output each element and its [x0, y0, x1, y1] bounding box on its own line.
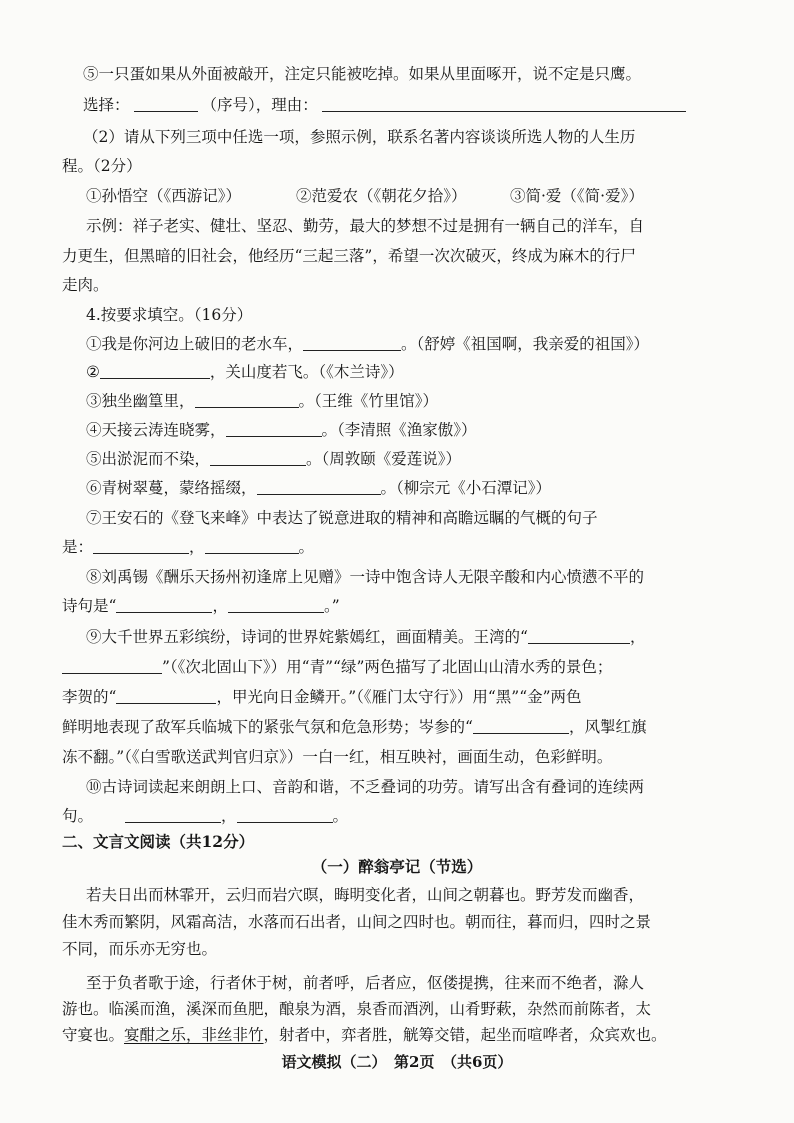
q4-9-text-f: ，风掣红旗 [568, 718, 647, 736]
q4-5-source: 。（周敦颐《爱莲说》） [306, 450, 462, 468]
q4-2-num: ② [86, 363, 100, 381]
q4-1-text: ①我是你河边上破旧的老水车， [86, 335, 304, 353]
q4-item-9-line4 [62, 717, 646, 737]
q3-example-line1: 示例：祥子老实、健壮、坚忍、勤劳，最大的梦想不过是拥有一辆自己的洋车，自 [86, 217, 645, 235]
q4-7-label: 是： [62, 538, 94, 556]
answer-blank-sequence[interactable] [134, 96, 198, 112]
passage-p1-line3: 不同，而乐亦无穷也。 [62, 940, 218, 958]
q4-item-8-line1: ⑧刘禹锡《酬乐天扬州初逢席上见赠》一诗中饱含诗人无限辛酸和内心愤懑不平的 [86, 568, 645, 586]
q3-option-2: ②范爱农（《朝花夕拾》） [296, 187, 467, 205]
q4-title: 4.按要求填空。（16分） [86, 306, 253, 324]
choose-seq-label: （序号），理由： [201, 96, 318, 114]
answer-blank-q4-7a[interactable] [93, 538, 189, 554]
q4-9-text-a: ⑨大千世界五彩缤纷，诗词的世界姹紫嫣红，画面精美。王湾的“ [86, 628, 528, 646]
answer-blank-q4-4[interactable] [226, 421, 322, 437]
q4-9-comma: ， [629, 628, 646, 646]
answer-blank-q4-9c[interactable] [116, 688, 216, 704]
answer-blank-q4-9a[interactable] [528, 628, 630, 644]
answer-blank-q4-5[interactable] [210, 450, 306, 466]
answer-blank-q4-6[interactable] [257, 479, 381, 495]
q3-option-3: ③简·爱（《简·爱》） [510, 187, 644, 205]
q4-item-1 [86, 334, 649, 354]
q4-9-text-b: ”（《次北固山下》）用“青”“绿”两色描写了北固山山清水秀的景色； [162, 658, 613, 676]
q3-example-line2: 力更生，但黑暗的旧社会，他经历“三起三落”，希望一次次破灭，终成为麻木的行尸 [62, 247, 636, 265]
answer-blank-q4-10b[interactable] [237, 807, 333, 823]
q4-item-2 [86, 362, 404, 382]
q4-item-9-line2 [62, 657, 612, 677]
q3-choose-line [83, 95, 686, 115]
q4-7-comma: ， [189, 538, 205, 556]
q4-item-10-line1: ⑩古诗词读起来朗朗上口、音韵和谐，不乏叠词的功劳。请写出含有叠词的连续两 [86, 778, 645, 796]
q4-item-9-line3 [62, 687, 582, 707]
q3-item-5: ⑤一只蛋如果从外面被敲开，注定只能被吃掉。如果从里面啄开，说不定是只鹰。 [83, 65, 642, 83]
q4-item-6 [86, 478, 551, 498]
answer-blank-reason[interactable] [322, 96, 686, 112]
q4-2-source: ，关山度若飞。（《木兰诗》） [209, 363, 404, 381]
q4-10-end: 。 [332, 807, 349, 825]
q4-item-10-line2 [62, 806, 348, 826]
answer-blank-q4-10a[interactable] [125, 807, 221, 823]
q4-6-source: 。（柳宗元《小石潭记》） [380, 479, 552, 497]
q4-8-label: 诗句是“ [62, 597, 117, 615]
q4-3-text: ③独坐幽篁里， [86, 392, 195, 410]
q4-9-text-e: 鲜明地表现了敌军兵临城下的紧张气氛和危急形势；岑参的“ [62, 718, 473, 736]
page-footer: 语文模拟（二） 第2页 （共6页） [281, 1053, 513, 1071]
answer-blank-q4-7b[interactable] [205, 538, 299, 554]
passage-text-b: ，射者中，弈者胜，觥筹交错，起坐而喧哗者，众宾欢也。 [263, 1026, 667, 1044]
q3-part2-line1: （2）请从下列三项中任选一项，参照示例，联系名著内容谈谈所选人物的人生历 [83, 128, 636, 146]
answer-blank-q4-3[interactable] [195, 392, 299, 408]
q4-4-text: ④天接云涛连晓雾， [86, 421, 226, 439]
q4-5-text: ⑤出淤泥而不染， [86, 450, 211, 468]
passage-p2-line1: 至于负者歌于途，行者休于树，前者呼，后者应，伛偻提携，往来而不绝者，滁人 [86, 974, 645, 992]
q4-8-comma: ， [212, 597, 228, 615]
q4-item-4 [86, 420, 477, 440]
q4-9-text-d: ，甲光向日金鳞开。”（《雁门太守行》）用“黑”“金”两色 [216, 688, 582, 706]
passage-p1-line1: 若夫日出而林霏开，云归而岩穴暝，晦明变化者，山间之朝暮也。野芳发而幽香， [86, 886, 645, 904]
q3-part2-line2: 程。（2分） [62, 157, 142, 175]
q4-4-source: 。（李清照《渔家傲》） [321, 421, 477, 439]
q4-3-source: 。（王维《竹里馆》） [298, 392, 439, 410]
q4-10-comma: ， [221, 807, 237, 825]
answer-blank-q4-2[interactable] [100, 363, 210, 379]
q4-item-9-line1 [86, 627, 645, 647]
q4-item-8-line2 [62, 596, 340, 616]
q4-item-9-line5: 冻不翻。”（《白雪歌送武判官归京》）一白一红，相互映衬，画面生动，色彩鲜明。 [62, 748, 613, 766]
answer-blank-q4-9d[interactable] [473, 718, 569, 734]
q4-item-3 [86, 391, 438, 411]
passage-title: （一）醉翁亭记（节选） [311, 857, 483, 876]
passage-p2-line3 [62, 1025, 667, 1045]
answer-blank-q4-9b[interactable] [62, 658, 162, 674]
q4-1-source: 。（舒婷《祖国啊，我亲爱的祖国》） [401, 335, 650, 353]
answer-blank-q4-8a[interactable] [116, 597, 212, 613]
answer-blank-q4-8b[interactable] [228, 597, 324, 613]
choose-label: 选择： [83, 96, 130, 114]
q4-10-label: 句。 [62, 807, 94, 825]
q4-item-5 [86, 449, 461, 469]
answer-blank-q4-1[interactable] [303, 335, 401, 351]
q4-item-7-line2 [62, 537, 314, 557]
q3-option-1: ①孙悟空（《西游记》） [86, 187, 242, 205]
section-2-title: 二、文言文阅读（共12分） [62, 832, 255, 851]
passage-p2-line2: 游也。临溪而渔，溪深而鱼肥，酿泉为酒，泉香而酒洌，山肴野蔌，杂然而前陈者，太 [62, 1000, 652, 1018]
q4-6-text: ⑥青树翠蔓，蒙络摇缀， [86, 479, 257, 497]
q4-8-end: 。” [323, 597, 340, 615]
underlined-phrase: 宴酣之乐，非丝非竹 [124, 1026, 264, 1044]
q4-item-7-line1: ⑦王安石的《登飞来峰》中表达了锐意进取的精神和高瞻远瞩的气概的句子 [86, 509, 598, 527]
q3-example-line3: 走肉。 [62, 276, 109, 294]
q4-7-end: 。 [298, 538, 315, 556]
passage-p1-line2: 佳木秀而繁阴，风霜高洁，水落而石出者，山间之四时也。朝而往，暮而归，四时之景 [62, 913, 652, 931]
passage-text-a: 守宴也。 [62, 1026, 125, 1044]
q4-9-text-c: 李贺的“ [62, 688, 117, 706]
